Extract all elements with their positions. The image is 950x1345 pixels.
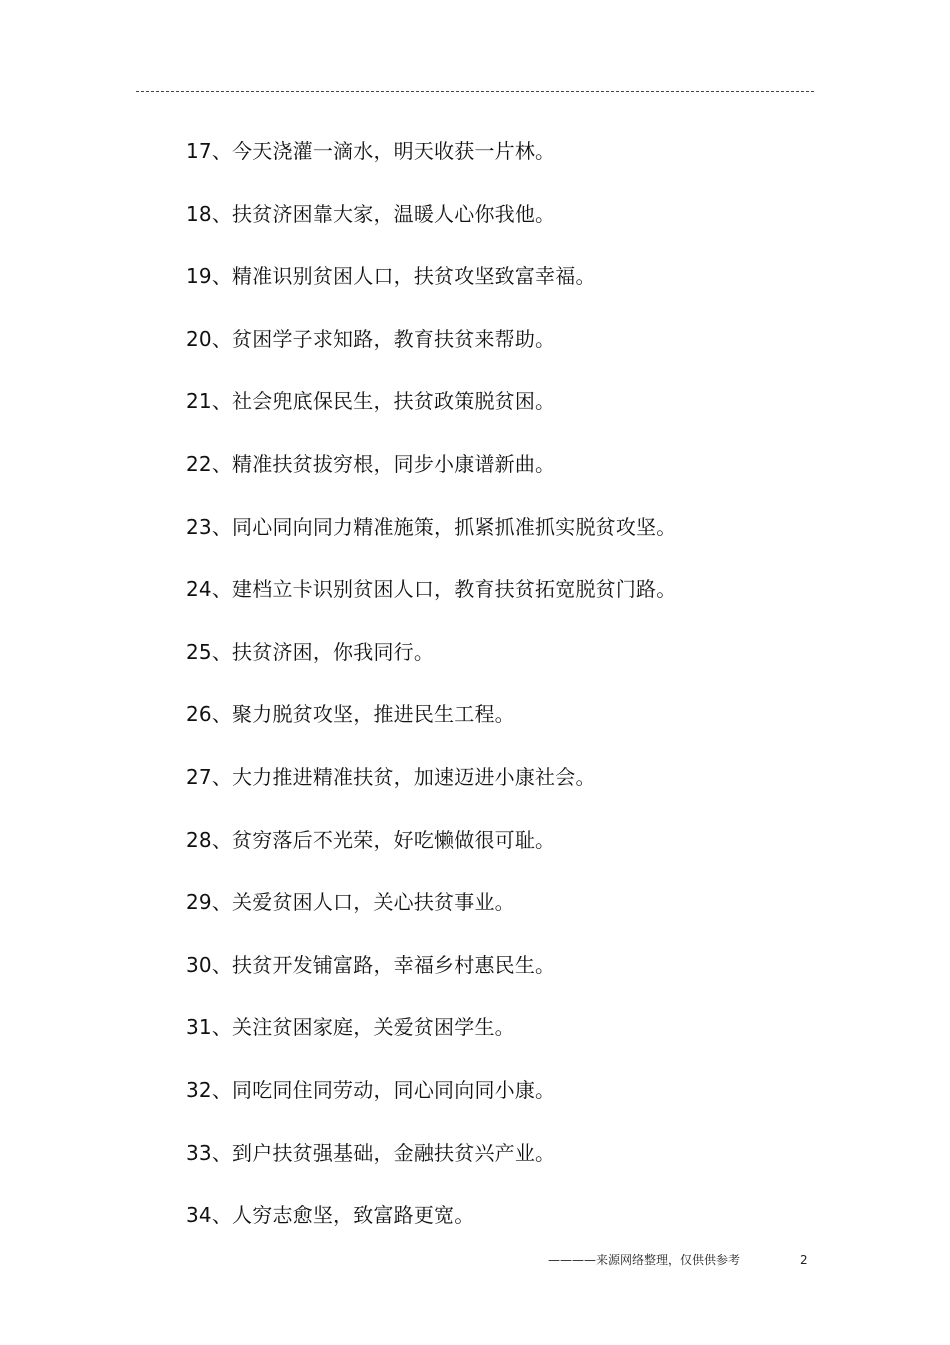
list-item: 31、关注贫困家庭，关爱贫困学生。 [186,1015,515,1040]
list-item: 25、扶贫济困，你我同行。 [186,639,435,664]
list-item: 21、社会兜底保民生，扶贫政策脱贫困。 [186,389,556,414]
list-item: 33、到户扶贫强基础，金融扶贫兴产业。 [186,1140,556,1165]
list-item: 27、大力推进精准扶贫，加速迈进小康社会。 [186,764,596,789]
list-item: 23、同心同向同力精准施策，抓紧抓准抓实脱贫攻坚。 [186,514,677,539]
list-item: 18、扶贫济困靠大家，温暖人心你我他。 [186,201,556,226]
list-item: 17、今天浇灌一滴水，明天收获一片林。 [186,139,556,163]
slogan-list [186,135,826,1262]
list-item: 20、贫困学子求知路，教育扶贫来帮助。 [186,326,556,351]
list-item: 30、扶贫开发铺富路，幸福乡村惠民生。 [186,952,556,977]
list-item: 32、同吃同住同劳动，同心同向同小康。 [186,1077,556,1102]
list-item: 34、人穷志愈坚，致富路更宽。 [186,1203,475,1228]
page-number: 2 [800,1253,808,1267]
list-item: 29、关爱贫困人口，关心扶贫事业。 [186,890,515,915]
list-item: 22、精准扶贫拔穷根，同步小康谱新曲。 [186,451,556,476]
list-item: 26、聚力脱贫攻坚，推进民生工程。 [186,702,515,727]
header-divider [136,91,814,92]
list-item: 24、建档立卡识别贫困人口，教育扶贫拓宽脱贫门路。 [186,577,677,602]
list-item: 19、精准识别贫困人口，扶贫攻坚致富幸福。 [186,264,596,289]
source-note: ————来源网络整理，仅供供参考 [548,1253,741,1267]
page-footer [548,1250,818,1270]
list-item: 28、贫穷落后不光荣，好吃懒做很可耻。 [186,827,556,852]
